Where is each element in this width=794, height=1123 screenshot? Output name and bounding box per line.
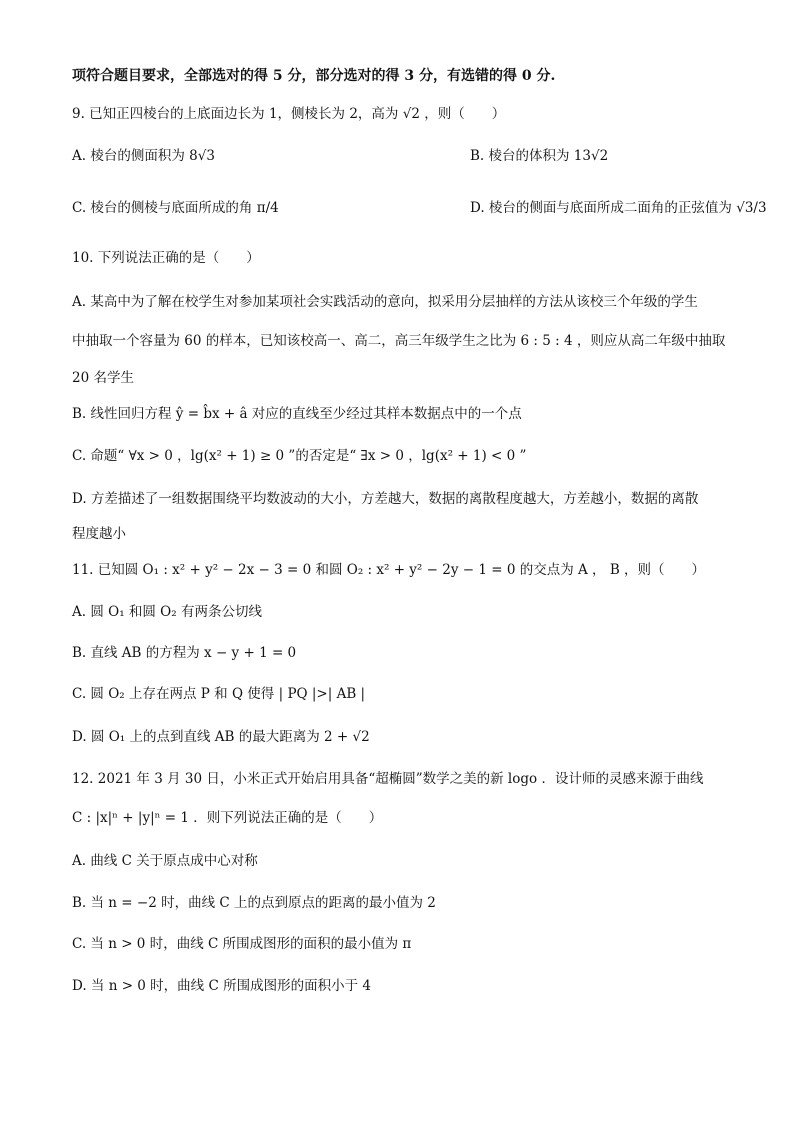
q10-stem: 10. 下列说法正确的是（ ） xyxy=(72,250,260,266)
q12-option-c: C. 当 n > 0 时，曲线 C 所围成图形的面积的最小值为 π xyxy=(72,936,412,952)
q10-option-a-line2: 中抽取一个容量为 60 的样本，已知该校高一、高二，高三年级学生之比为 6 : 5 : 4 ，则应从高二年级中抽取 xyxy=(72,333,726,349)
q10-option-b: B. 线性回归方程 ŷ = b̂x + â 对应的直线至少经过其样本数据点中的一个点 xyxy=(72,406,522,422)
q10-option-a-line3: 20 名学生 xyxy=(72,370,134,386)
q11-stem: 11. 已知圆 O₁ : x² + y² − 2x − 3 = 0 和圆 O₂ : x² + y² − 2y − 1 = 0 的交点为 A ， B ，则（ ） xyxy=(72,562,706,578)
q9-option-row-2 xyxy=(72,198,767,218)
q9-stem: 9. 已知正四棱台的上底面边长为 1，侧棱长为 2，高为 √2 ，则（ ） xyxy=(72,106,506,122)
q10-option-d-line1: D. 方差描述了一组数据围绕平均数波动的大小，方差越大，数据的离散程度越大，方差越小，数据的离散 xyxy=(72,491,699,507)
q9-option-c: C. 棱台的侧棱与底面所成的角 π/4 xyxy=(72,200,279,216)
q12-option-d: D. 当 n > 0 时，曲线 C 所围成图形的面积小于 4 xyxy=(72,978,371,994)
q11-option-a: A. 圆 O₁ 和圆 O₂ 有两条公切线 xyxy=(72,604,262,620)
q10-option-a-line1: A. 某高中为了解在校学生对参加某项社会实践活动的意向，拟采用分层抽样的方法从该校三个年级的学生 xyxy=(72,294,698,310)
q11-option-c: C. 圆 O₂ 上存在两点 P 和 Q 使得 | PQ |>| AB | xyxy=(72,686,366,702)
q9-option-a: A. 棱台的侧面积为 8√3 xyxy=(72,148,215,164)
q9-option-row-1 xyxy=(72,146,734,166)
section-instruction: 项符合题目要求，全部选对的得 5 分，部分选对的得 3 分，有选错的得 0 分. xyxy=(72,68,556,84)
q9-option-b: B. 棱台的体积为 13√2 xyxy=(470,148,609,164)
q12-stem-line1: 12. 2021 年 3 月 30 日，小米正式开始启用具备“超椭圆”数学之美的新 logo ．设计师的灵感来源于曲线 xyxy=(72,771,704,787)
q11-option-b: B. 直线 AB 的方程为 x − y + 1 = 0 xyxy=(72,645,297,661)
q10-option-d-line2: 程度越小 xyxy=(72,526,126,542)
q9-option-d: D. 棱台的侧面与底面所成二面角的正弦值为 √3/3 xyxy=(470,200,767,216)
q11-option-d: D. 圆 O₁ 上的点到直线 AB 的最大距离为 2 + √2 xyxy=(72,729,370,745)
q12-stem-line2: C : |x|ⁿ + |y|ⁿ = 1 ．则下列说法正确的是（ ） xyxy=(72,810,383,826)
q12-option-b: B. 当 n = −2 时，曲线 C 上的点到原点的距离的最小值为 2 xyxy=(72,895,436,911)
q12-option-a: A. 曲线 C 关于原点成中心对称 xyxy=(72,853,258,869)
q10-option-c: C. 命题“ ∀x > 0 ，lg(x² + 1) ≥ 0 ”的否定是“ ∃x > 0 ，lg(x² + 1) < 0 ” xyxy=(72,448,527,464)
